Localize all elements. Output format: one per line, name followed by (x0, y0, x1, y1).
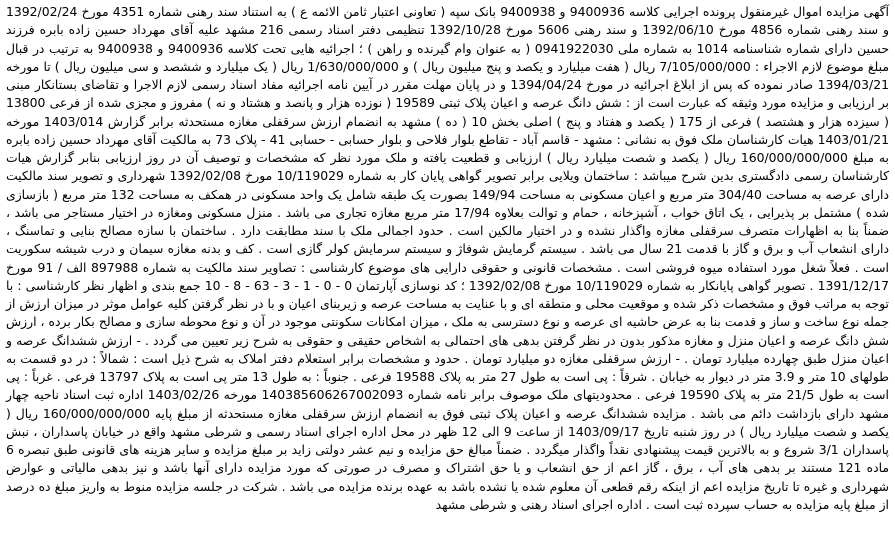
auction-notice-text: آگهی مزایده اموال غیرمنقول پرونده اجرایی کلاسه 9400936 و 9400938 بانک سپه ( تعاونی اعتبار ثامن الائمه ع ) به استناد سند رهنی شماره 4351 مورخ 1392/02/24 و سند رهنی شماره 4856 مورخ 1392/06/10 و سند رهنی 5606 مورخ 1392/10/28 تنظیمی دفتر اسناد رسمی 216 مشهد علیه آقای مهرداد حسین زاده بابره فرزند حسین دارای شماره شناسنامه 1014 به شماره ملی 0941922030 ( به عنوان وام گیرنده و راهن ) ؛ اجرائیه هایی تحت کلاسه 9400936 و 9400938 به ترتیب در قبال مبلغ موضوع لازم الاجراء : 7/105/000/000 ریال ( هفت میلیارد و یکصد و پنج میلیون ریال ) و 1/630/000/000 ریال ( یک میلیارد و ششصد و سی میلیون ریال ) تا مورخه 1394/03/21 صادر نموده که پس از ابلاغ اجرائیه در مورخ 1394/04/24 و در پایان مهلت مقرر در آیین نامه اجرائیه مفاد اسناد رسمی لازم الاجرا و تقاضای بستانکار مبنی بر ارزیابی و مزایده مورد وثیقه که عبارت است از : شش دانگ عرصه و اعیان پلاک ثبتی 19589 ( نوزده هزار و پانصد و هشتاد و نه ) مفروز و مجزی شده از فرعی 13800 ( سیزده هزار و هشتصد ) فرعی از 175 ( یکصد و هفتاد و پنج ) اصلی بخش 10 ( ده ) مشهد به انضمام ارزش سرقفلی مغازه مستحدثه برابر گزارش 1403/014 مورخه 1403/01/21 هیات کارشناسان ملک فوق به نشانی : مشهد - قاسم آباد - تقاطع بلوار فلاحی و بلوار حسابی - حسابی 41 - پلاک 73 به مالکیت آقای مهرداد حسین زاده بابره به مبلغ 160/000/000/000 ریال ( یکصد و شصت میلیارد ریال ) ارزیابی و قطعیت یافته و ملک مورد نظر که مشخصات و توصیف آن در روز ارزیابی بنابر گزارش هیات کارشناسان رسمی دادگستری بدین شرح میباشد : ساختمان ویلایی برابر تصویر گواهی پایان کار به شماره 10/119029 مورخ 1392/02/08 شهرداری و تصویر سند مالکیت دارای عرصه به مساحت 304/40 متر مربع و اعیان مسکونی به مساحت 149/94 بصورت یک طبقه شامل یک واحد مسکونی در همکف به مساحت 132 متر مربع ( بازسازی شده ) مشتمل بر پذیرایی ، یک اتاق خواب ، آشپزخانه ، حمام و توالت بعلاوه 17/94 متر مربع مغازه تجاری می باشد . منزل مسکونی ومغازه در اختیار مستاجر می باشد ، ضمناً بنا به اظهارات متصرف سرقفلی مغازه واگذار نشده و در اختیار مالکین است . حدود اجمالی ملک با سند مطابقت دارد . ساختمان با سازه مصالح بنایی و تماسنگ ، دارای انشعاب آب و برق و گاز با قدمت 21 سال می باشد . سیستم گرمایش شوفاژ و سیستم سرمایش کولر گازی است . کف و بدنه مغازه سیمان و درب شیشه سکوریت است . فعلاً شغل مورد استفاده میوه فروشی است . مشخصات قانونی و حقوقی دارایی های موضوع کارشناسی : تصاویر سند مالکیت به شماره 897988 الف / 91 مورخ 1391/12/17 . تصویر گواهی پایانکار به شماره 10/119029 مورخ 1392/02/08 ؛ کد نوسازی آپارتمان 0 - 0 - 1 - 3 - 63 - 8 - 10 جمع بندی و اظهار نظر کارشناسی : با توجه به مراتب فوق و مشخصات ذکر شده و موقعیت محلی و منطقه ای و با عنایت به مساحت عرصه و زیربنای اعیان و با در نظر گرفتن کلیه عوامل موثر در میزان ارزش از جمله نوع ساخت و ساز و قدمت بنا به عرض حاشیه ای عرصه و نوع دسترسی به ملک ، میزان امکانات سکونتی موجود در آن و نوع محوطه سازی و مصالح بکار برده ، ارزش شش دانگ عرصه و اعیان منزل و مغازه مذکور بدون در نظر گرفتن بدهی های احتمالی به اشخاص حقیقی و حقوقی به شرح زیر تعیین می گردد . - ارزش ششدانگ عرصه و اعیان منزل طبق چهارده میلیارد تومان . - ارزش سرقفلی مغازه دو میلیارد تومان . حدود و مشخصات برابر استعلام دفتر املاک به شرح ذیل است : شمالاً : در دو قسمت به طولهای 10 متر و 3.9 متر در دیوار به خیابان . شرقاً : پی است به طول 27 متر به پلاک 19588 فرعی . جنوباً : به طول 13 متر پی است به پلاک 13797 فرعی . غرباً : پی است به طول 21/5 متر به پلاک 19590 فرعی . محدودیتهای ملک موصوف برابر نامه شماره 140385606267002093 مورخه 1403/02/26 اداره ثبت اسناد ناحیه چهار مشهد دارای بازداشت دائم می باشد . مزایده ششدانگ عرصه و اعیان پلاک ثبتی فوق به انضمام ارزش سرقفلی مغازه مستحدثه از مبلغ پایه 160/000/000/000 ریال ( یکصد و شصت میلیارد ریال ) در روز شنبه تاریخ 1403/09/17 از ساعت 9 الی 12 ظهر در محل اداره اجرای اسناد رسمی و شرطی مشهد واقع در خیابان پاسداران ، نبش پاسداران 3/1 شروع و به بالاترین قیمت پیشنهادی نقداً واگذار میگردد . ضمناً مبالغ حق مزایده و نیم عشر دولتی زاید بر مبلغ مزایده و سایر هزینه های قانونی طبق تبصره 6 ماده 121 مستند بر بدهی های آب ، برق ، گاز اعم از حق انشعاب و یا حق اشتراک و مصرف در صورتی که مورد مزایده دارای آنها باشد و نیز بدهی مالیاتی و عوارض شهرداری و غیره تا تاریخ مزایده اعم از اینکه رقم قطعی آن معلوم شده یا نشده باشد به عهده برنده مزایده می باشد . شرکت در جلسه مزایده منوط به واریز مبلغ ده درصد از مبلغ پایه مزایده به حساب سپرده ثبت است . اداره اجرای اسناد رهنی و شرطی مشهد (6, 4, 890, 512)
